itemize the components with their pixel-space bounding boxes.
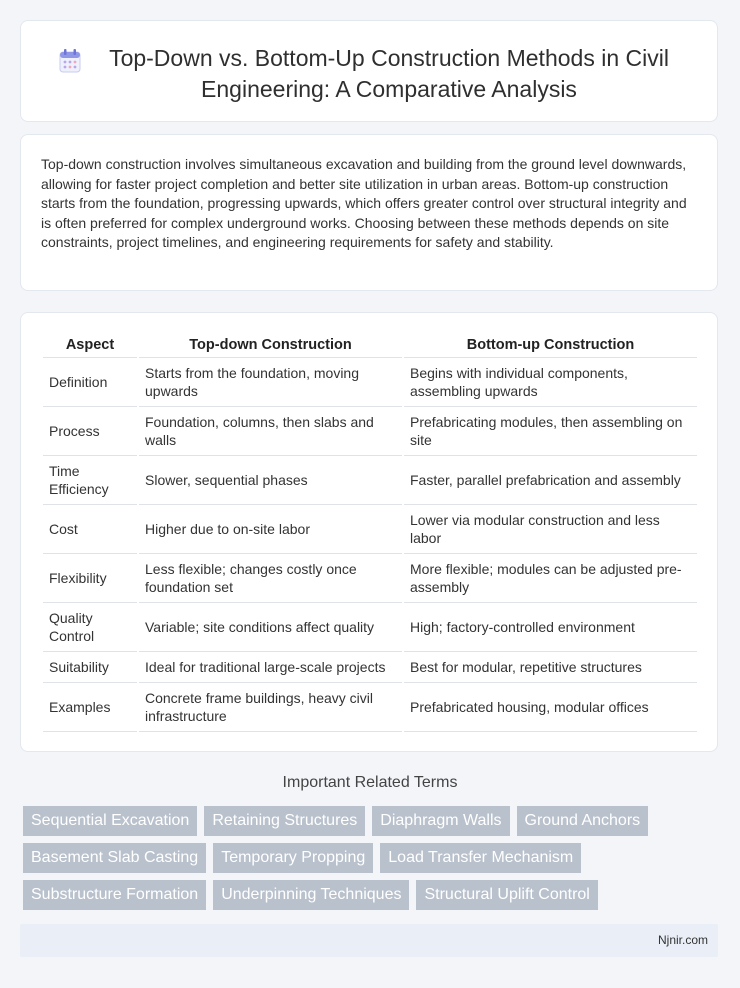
table-row [43,456,697,505]
table-cell: Begins with individual components, assembling upwards [404,358,697,407]
table-cell: High; factory-controlled environment [404,603,697,652]
table-header-row [43,333,697,358]
table-cell: Best for modular, repetitive structures [404,652,697,683]
table-cell: Starts from the foundation, moving upwards [139,358,402,407]
comparison-table [41,333,699,732]
tag-row [23,880,723,910]
footer [20,924,718,957]
table-cell: Variable; site conditions affect quality [139,603,402,652]
page-title: Top-Down vs. Bottom-Up Construction Methods in Civil Engineering: A Comparative Analysis [109,45,669,102]
table-cell: Prefabricating modules, then assembling on site [404,407,697,456]
table-cell: Examples [43,683,137,732]
column-header: Aspect [43,333,137,358]
summary-card [20,134,718,291]
table-cell: Prefabricated housing, modular offices [404,683,697,732]
footer-site: Njnir.com [657,933,708,947]
related-term-tag[interactable]: Diaphragm Walls [372,806,509,836]
related-term-tag[interactable]: Temporary Propping [213,843,373,873]
table-cell: Time Efficiency [43,456,137,505]
related-term-tag[interactable]: Load Transfer Mechanism [380,843,581,873]
comparison-table-card [20,312,718,752]
table-cell: Lower via modular construction and less labor [404,505,697,554]
calendar-icon [59,49,81,73]
table-row [43,652,697,683]
table-row [43,505,697,554]
table-row [43,554,697,603]
related-term-tag[interactable]: Structural Uplift Control [416,880,597,910]
table-cell: Flexibility [43,554,137,603]
table-cell: Less flexible; changes costly once foundation set [139,554,402,603]
related-term-tag[interactable]: Ground Anchors [517,806,649,836]
table-cell: Suitability [43,652,137,683]
table-cell: Higher due to on-site labor [139,505,402,554]
related-term-tag[interactable]: Basement Slab Casting [23,843,206,873]
tag-row [23,806,723,836]
table-cell: More flexible; modules can be adjusted pre-assembly [404,554,697,603]
table-row [43,683,697,732]
table-cell: Quality Control [43,603,137,652]
summary-text: Top-down construction involves simultaneous excavation and building from the ground level downwards, allowing for faster project completion and better site utilization in urban areas. Bottom-up construction starts from the foundation, progressing upwards, which offers greater control over structural integrity and is often preferred for complex underground works. Choosing between these methods depends on site constraints, project timelines, and engineering requirements for safety and stability. [41,156,687,251]
table-cell: Cost [43,505,137,554]
table-cell: Concrete frame buildings, heavy civil infrastructure [139,683,402,732]
table-row [43,603,697,652]
related-terms-title: Important Related Terms [282,774,458,791]
column-header: Top-down Construction [139,333,402,358]
table-cell: Process [43,407,137,456]
tag-row [23,843,723,873]
related-term-tag[interactable]: Underpinning Techniques [213,880,409,910]
table-cell: Slower, sequential phases [139,456,402,505]
title-card [20,20,718,122]
related-term-tag[interactable]: Retaining Structures [204,806,365,836]
table-row [43,358,697,407]
table-cell: Definition [43,358,137,407]
related-term-tag[interactable]: Substructure Formation [23,880,206,910]
table-row [43,407,697,456]
column-header: Bottom-up Construction [404,333,697,358]
related-terms-list [23,806,723,917]
table-cell: Faster, parallel prefabrication and assembly [404,456,697,505]
table-cell: Ideal for traditional large-scale projects [139,652,402,683]
table-cell: Foundation, columns, then slabs and walls [139,407,402,456]
related-term-tag[interactable]: Sequential Excavation [23,806,197,836]
